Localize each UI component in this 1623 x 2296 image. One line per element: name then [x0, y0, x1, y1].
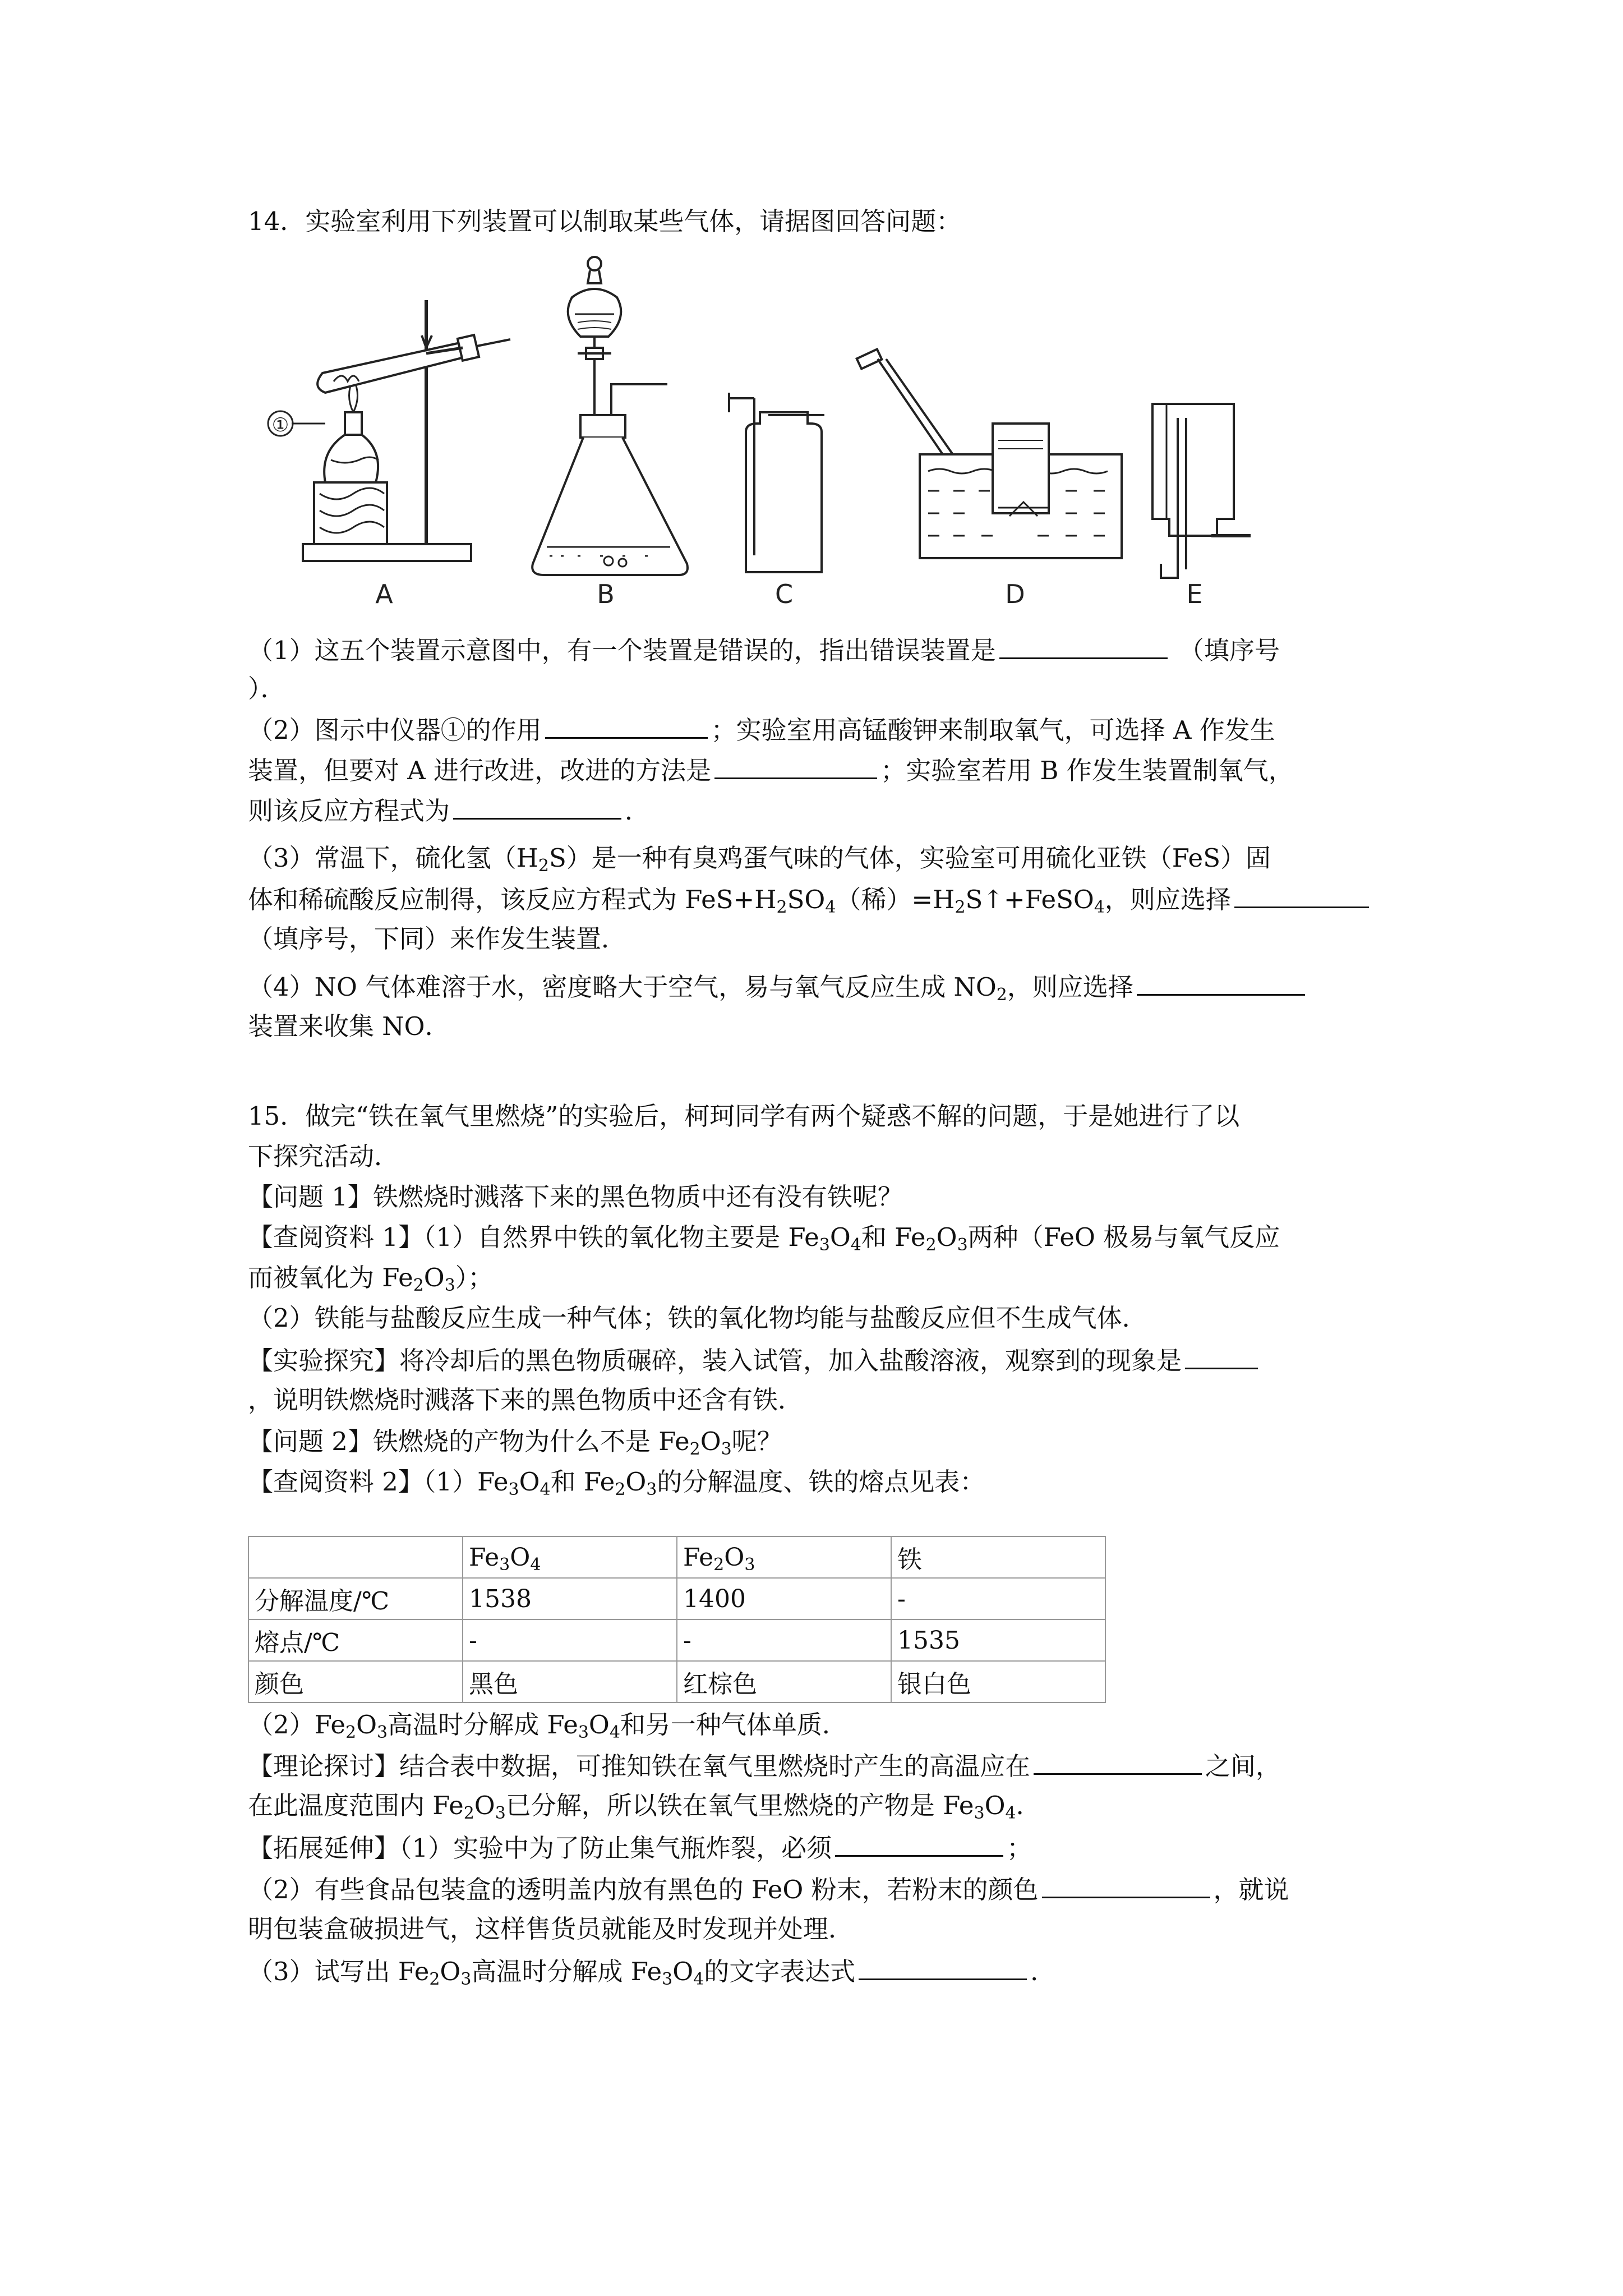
q15-theory-line2: 在此温度范围内 $Fe_2O_3$已分解，所以铁在氧气里燃烧的产物是 $Fe_3O_4$．	[248, 1791, 1041, 1823]
label-b: B	[597, 579, 615, 609]
q15-ext3-line: （3）试写出 $Fe_2O_3$高温时分解成 $Fe_3O_4$的文字表达式 ．	[248, 1954, 1403, 1989]
apparatus-b	[532, 257, 688, 609]
table-row	[248, 1619, 1105, 1661]
table-cell: -	[891, 1578, 1105, 1619]
table-cell: 颜色	[248, 1661, 463, 1703]
q14-part4-line2: 装置来收集 NO．	[248, 1011, 450, 1041]
q15-experiment-line2: ，说明铁燃烧时溅落下来的黑色物质中还含有铁．	[248, 1385, 804, 1415]
table-cell: 黑色	[463, 1661, 677, 1703]
answer-blank-11[interactable]	[859, 1954, 1027, 1980]
label-d: D	[1005, 579, 1025, 609]
q14-part3-line1: （3）常温下，硫化氢$(H_2S)$是一种有臭鸡蛋气味的气体，实验室可用硫化亚铁（FeS）固	[248, 843, 1271, 876]
table-header-row	[248, 1536, 1105, 1578]
q14-part1: （1）这五个装置示意图中，有一个装置是错误的，指出错误装置是 （填序号	[248, 633, 1403, 668]
table-cell: 铁	[891, 1536, 1105, 1578]
answer-blank-3[interactable]	[714, 753, 877, 779]
answer-blank-7[interactable]	[1185, 1343, 1258, 1369]
table-cell: 1538	[463, 1578, 677, 1619]
table-cell: 银白色	[891, 1661, 1105, 1703]
answer-blank-6[interactable]	[1137, 969, 1305, 996]
q14-title: 14．实验室利用下列装置可以制取某些气体，请据图回答问题：	[248, 206, 962, 236]
q15-ext1-line: 【拓展延伸】（1）实验中为了防止集气瓶炸裂，必须 ；	[248, 1830, 1403, 1865]
q15-ext2-line1: （2）有些食品包装盒的透明盖内放有黑色的 FeO 粉末，若粉末的颜色 ，就说	[248, 1872, 1403, 1907]
q15-ref1-line1: 【查阅资料 1】（1）自然界中铁的氧化物主要是 $Fe_3O_4$和 $Fe_2O_3$两种（FeO 极易与氧气反应	[248, 1222, 1280, 1255]
q14-part2-line3: 则该反应方程式为 ．	[248, 793, 1403, 828]
apparatus-c	[729, 393, 824, 609]
answer-blank-4[interactable]	[453, 793, 621, 820]
table-cell: 熔点/℃	[248, 1619, 463, 1661]
q15-ext2-line2: 明包装盒破损进气，这样售货员就能及时发现并处理．	[248, 1914, 854, 1944]
label-a: A	[375, 579, 393, 609]
q15-title-line1: 15．做完“铁在氧气里燃烧”的实验后，柯珂同学有两个疑惑不解的问题，于是她进行了以	[248, 1101, 1240, 1131]
properties-table	[248, 1536, 1106, 1703]
table-cell: 1535	[891, 1619, 1105, 1661]
table-cell: -	[677, 1619, 891, 1661]
q15-theory-line1: 【理论探讨】结合表中数据，可推知铁在氧气里燃烧时产生的高温应在 之间，	[248, 1749, 1403, 1783]
answer-blank-1[interactable]	[999, 633, 1168, 659]
table-cell: -	[463, 1619, 677, 1661]
q14-part2-line2: 装置，但要对 A 进行改进，改进的方法是 ；实验室若用 B 作发生装置制氧气，	[248, 753, 1403, 788]
answer-blank-2[interactable]	[545, 712, 708, 739]
table-row	[248, 1578, 1105, 1619]
apparatus-figure	[241, 244, 1419, 631]
table-cell: $Fe_3O_4$	[463, 1536, 677, 1578]
q14-part1-end: ）．	[248, 674, 286, 703]
label-c: C	[774, 579, 794, 609]
apparatus-a	[268, 300, 510, 609]
q15-experiment-line1: 【实验探究】将冷却后的黑色物质碾碎，装入试管，加入盐酸溶液，观察到的现象是	[248, 1343, 1403, 1378]
table-cell: 红棕色	[677, 1661, 891, 1703]
table-cell	[248, 1536, 463, 1578]
q14-part3-line2: 体和稀硫酸反应制得，该反应方程式为 $FeS+H_2SO_4$（稀）$=H_2S↑+FeSO_4$，则应选择	[248, 882, 1403, 917]
answer-blank-8[interactable]	[1034, 1749, 1202, 1775]
q15-ref2-line: 【查阅资料 2】$(1)Fe_3O_4$和 $Fe_2O_3$的分解温度、铁的熔点见表：	[248, 1467, 985, 1499]
q14-part3-line3: （填序号，下同）来作发生装置．	[248, 924, 627, 954]
apparatus-e	[1152, 404, 1251, 609]
answer-blank-5[interactable]	[1234, 882, 1369, 908]
q15-question2: 【问题 2】铁燃烧的产物为什么不是 $Fe_2O_3$呢？	[248, 1427, 782, 1459]
table-cell: 1400	[677, 1578, 891, 1619]
q15-ref1-line3: （2）铁能与盐酸反应生成一种气体；铁的氧化物均能与盐酸反应但不生成气体．	[248, 1303, 1147, 1333]
q14-part4-line1: （4）NO 气体难溶于水，密度略大于空气，易与氧气反应生成 $NO_2$，则应选择	[248, 969, 1403, 1004]
answer-blank-10[interactable]	[1042, 1872, 1210, 1898]
q15-title-line2: 下探究活动．	[248, 1142, 400, 1171]
instrument-marker: ①	[271, 414, 289, 436]
q15-ref2b-line: $(2)Fe_2O_3$高温时分解成 $Fe_3O_4$和另一种气体单质．	[248, 1710, 847, 1742]
table-cell: $Fe_2O_3$	[677, 1536, 891, 1578]
label-e: E	[1186, 579, 1203, 609]
q14-part2-line1: （2）图示中仪器①的作用 ；实验室用高锰酸钾来制取氧气，可选择 A 作发生	[248, 712, 1403, 747]
table-cell: 分解温度/℃	[248, 1578, 463, 1619]
table-row	[248, 1661, 1105, 1703]
apparatus-d	[857, 349, 1122, 609]
q15-question1: 【问题 1】铁燃烧时溅落下来的黑色物质中还有没有铁呢？	[248, 1182, 903, 1212]
q15-ref1-line2: 而被氧化为 $Fe_2O_3$）；	[248, 1263, 494, 1295]
answer-blank-9[interactable]	[835, 1830, 1003, 1857]
